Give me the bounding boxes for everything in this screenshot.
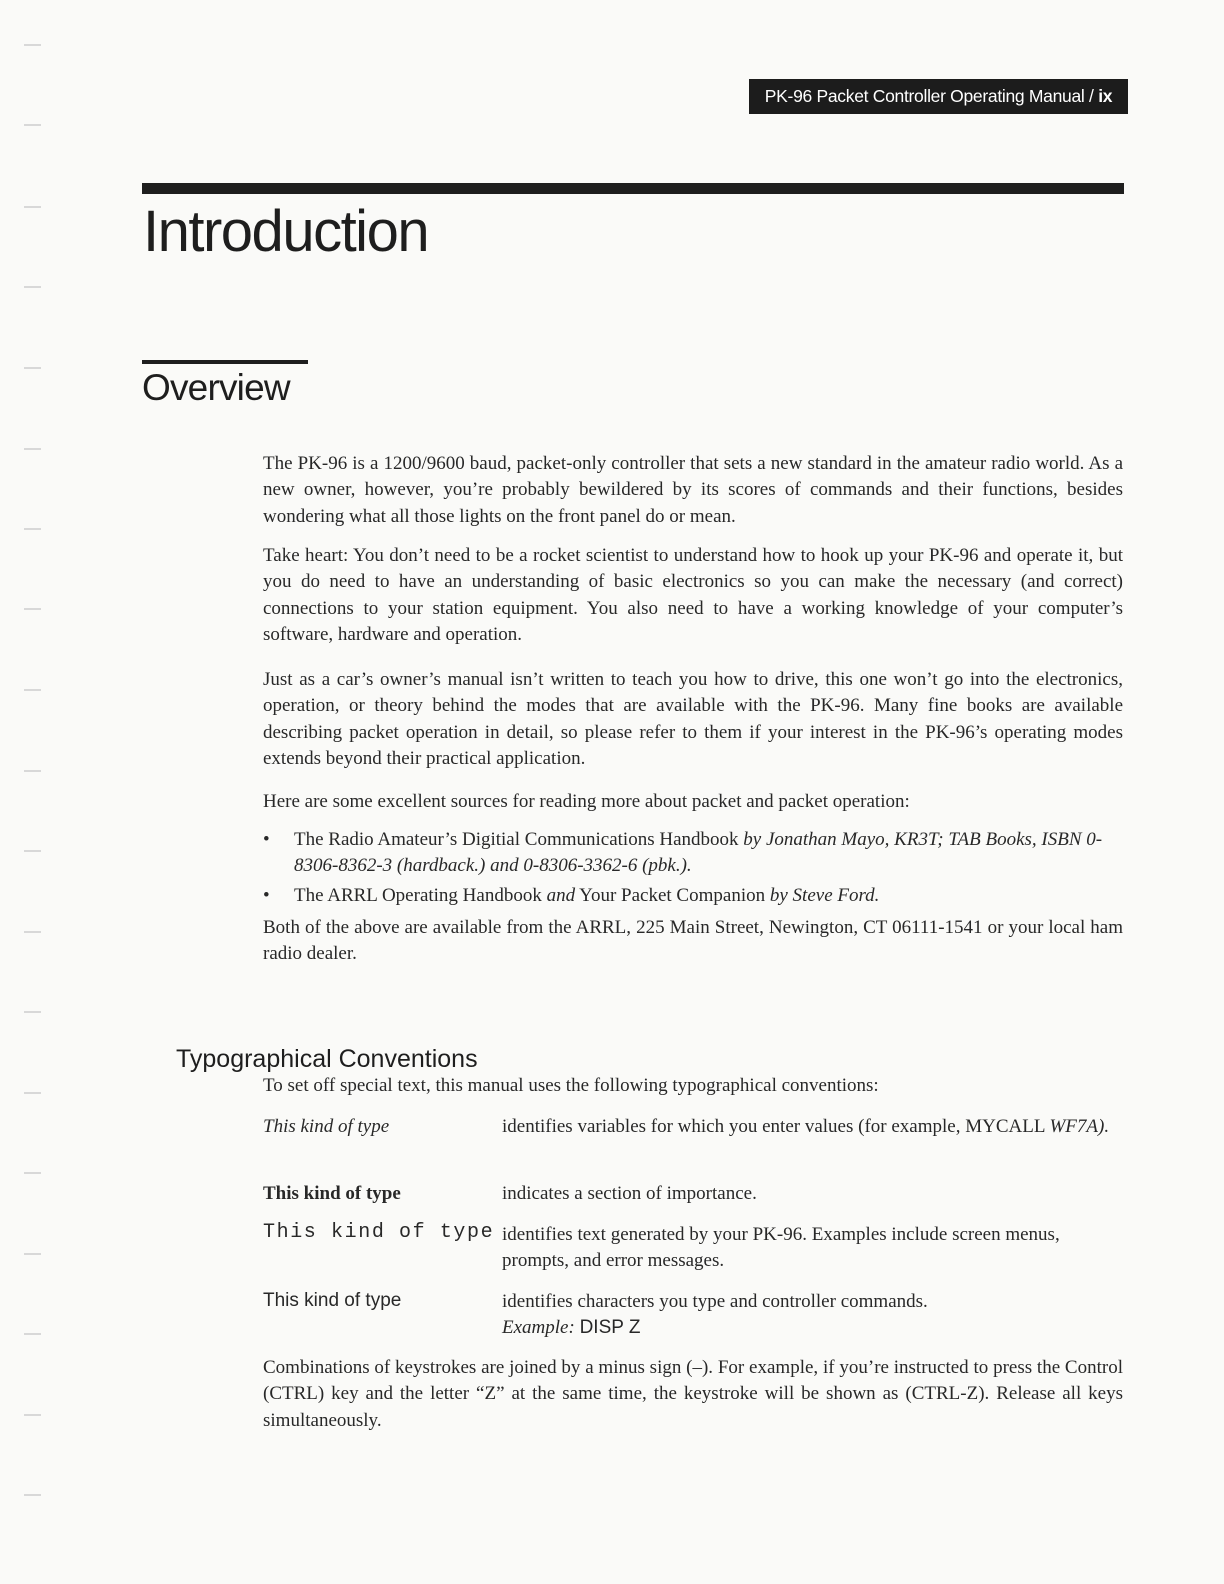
example-command: DISP Z xyxy=(579,1317,641,1339)
section-rule xyxy=(142,360,308,364)
book-title: Your Packet Companion xyxy=(579,885,766,906)
section-title: Overview xyxy=(142,367,290,408)
book-author: by Steve Ford. xyxy=(769,885,880,906)
list-item xyxy=(263,883,1123,909)
running-header-title: PK-96 Packet Controller Operating Manual / xyxy=(764,86,1094,106)
chapter-rule xyxy=(142,183,1124,194)
bullet-mark: • xyxy=(263,885,270,906)
conventions-intro: To set off special text, this manual uses the following typographical conventions: xyxy=(263,1075,879,1096)
convention-description-text: identifies characters you type and controller commands. xyxy=(502,1291,928,1312)
conventions-outro: Combinations of keystrokes are joined by a minus sign (–). For example, if you’re instructed to press the Control (CTRL) key and the letter “Z” at the same time, the keystroke will be shown as (CTRL-Z). Release all keys simultaneously. xyxy=(263,1357,1123,1431)
margin-tick-marks xyxy=(24,0,42,1584)
subsection-title: Typographical Conventions xyxy=(176,1045,478,1073)
book-title: The Radio Amateur’s Digitial Communications Handbook xyxy=(294,829,739,850)
convention-description xyxy=(502,1289,1124,1342)
list-item xyxy=(263,827,1123,880)
convention-description: identifies text generated by your PK-96. Examples include screen menus, prompts, and error messages. xyxy=(502,1224,1060,1272)
book-conjunction: and xyxy=(546,885,576,906)
convention-description-text: identifies variables for which you enter values (for example, MYCALL xyxy=(502,1116,1045,1137)
running-header xyxy=(749,79,1128,114)
convention-term-bold: This kind of type xyxy=(263,1183,401,1204)
overview-paragraph-4: Here are some excellent sources for reading more about packet and packet operation: xyxy=(263,791,910,812)
overview-paragraph-5: Both of the above are available from the ARRL, 225 Main Street, Newington, CT 06111-1541 or your local ham radio dealer. xyxy=(263,917,1123,965)
chapter-title: Introduction xyxy=(143,199,429,264)
convention-description: indicates a section of importance. xyxy=(502,1183,757,1204)
bullet-mark: • xyxy=(263,829,270,850)
convention-term-mono: This kind of type xyxy=(263,1221,495,1244)
overview-paragraph-2: Take heart: You don’t need to be a rocket scientist to understand how to hook up your PK-96 and operate it, but you do need to have an understanding of basic electronics so you can make the necessary (and correct) connections to your station equipment. You also need to have a working knowledge of your computer’s software, hardware and operation. xyxy=(263,545,1123,645)
example-label: Example: xyxy=(502,1317,575,1339)
overview-paragraph-3: Just as a car’s owner’s manual isn’t written to teach you how to drive, this one won’t go into the electronics, operation, or theory behind the modes that are available with the PK-96. Many fine books are available describing packet operation in detail, so please refer to them if your interest in the PK-96’s operating modes extends beyond their practical application. xyxy=(263,669,1123,769)
convention-example-italic: WF7A). xyxy=(1049,1116,1110,1137)
page-number: ix xyxy=(1098,86,1113,106)
convention-term-sans: This kind of type xyxy=(263,1290,402,1311)
book-title: The ARRL Operating Handbook xyxy=(294,885,542,906)
convention-description xyxy=(502,1114,1124,1140)
convention-term-italic: This kind of type xyxy=(263,1116,390,1137)
overview-paragraph-1: The PK-96 is a 1200/9600 baud, packet-only controller that sets a new standard in the amateur radio world. As a new owner, however, you’re probably bewildered by its scores of commands and their functions, besides wondering what all those lights on the front panel do or mean. xyxy=(263,453,1123,527)
book-details: by Jonathan Mayo, KR3T; TAB Books, ISBN 0-8306-8362-3 (hardback.) and 0-8306-3362-6 (pbk.). xyxy=(294,829,1103,877)
